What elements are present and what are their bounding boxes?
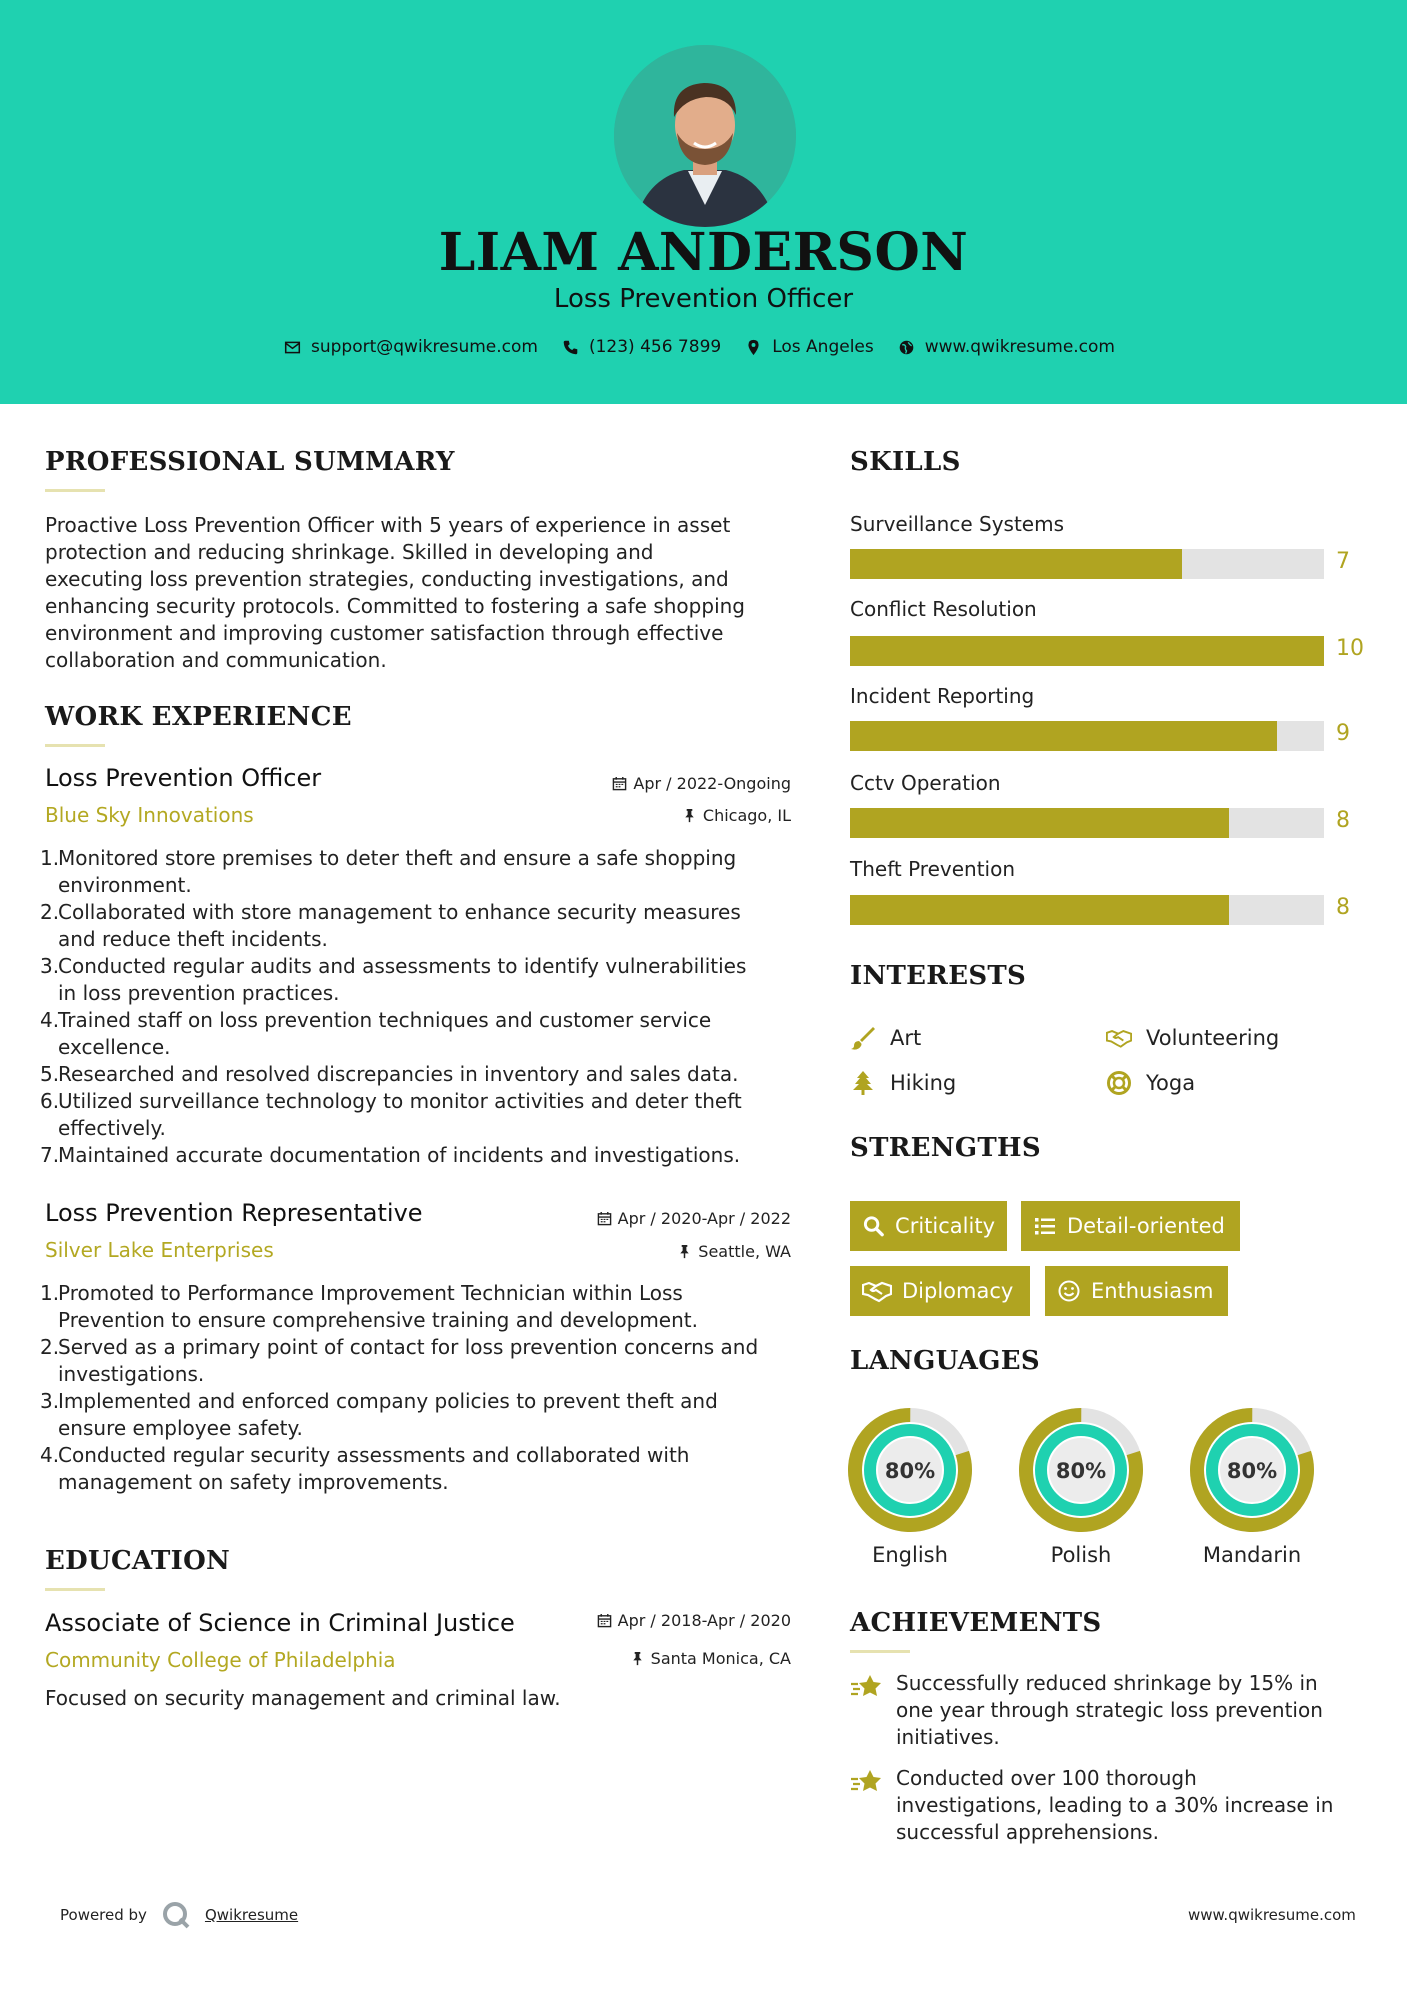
qwikresume-logo-icon [161, 1900, 191, 1930]
work-underline [45, 744, 105, 747]
education-location [520, 1649, 791, 1668]
candidate-title: Loss Prevention Officer [553, 284, 854, 314]
duty-item: 3. Conducted regular audits and assessments to identify vulnerabilities in loss prevention practices. [40, 954, 747, 1005]
language-name: Mandarin [1202, 1543, 1302, 1567]
work-heading: WORK EXPERIENCE [45, 702, 352, 732]
calendar-icon [597, 1613, 612, 1628]
summary-line: executing loss prevention strategies, conducting investigations, and [45, 567, 729, 591]
duty-item: 6. Utilized surveillance technology to monitor activities and deter theft effectively. [40, 1089, 742, 1140]
job-duties [40, 845, 810, 1169]
summary-underline [45, 489, 105, 492]
summary-line: enhancing security protocols. Committed to fostering a safe shopping [45, 594, 745, 618]
strength-label: Detail-oriented [1067, 1214, 1225, 1238]
duty-item: 1. Promoted to Performance Improvement Technician within Loss Prevention to ensure comprehensive training and development. [40, 1281, 698, 1332]
strengths-heading: STRENGTHS [850, 1133, 1041, 1163]
achievements-underline [850, 1650, 910, 1653]
skill-value: 8 [1336, 808, 1350, 833]
education-dates [520, 1611, 791, 1630]
strength-label: Diplomacy [902, 1279, 1014, 1303]
paintbrush-icon [850, 1025, 876, 1051]
duty-item: 2. Collaborated with store management to enhance security measures and reduce theft incidents. [40, 900, 741, 951]
skill-value: 8 [1336, 895, 1350, 920]
strength-chip [1021, 1201, 1240, 1251]
interest-item [1106, 1070, 1195, 1096]
job-location-text: Seattle, WA [698, 1242, 791, 1261]
achievement-text: Successfully reduced shrinkage by 15% in one year through strategic loss prevention initiatives. [896, 1671, 1323, 1749]
education-underline [45, 1588, 105, 1591]
star-award-icon [850, 1672, 884, 1702]
contact-location [745, 337, 874, 357]
skill-bar [850, 549, 1324, 579]
list-icon [1033, 1214, 1057, 1238]
languages-heading: LANGUAGES [850, 1346, 1040, 1376]
skill-bar [850, 636, 1324, 666]
strength-chip [850, 1201, 1007, 1251]
summary-line: protection and reducing shrinkage. Skilled in developing and [45, 540, 654, 564]
job-dates [520, 1209, 791, 1228]
education-heading: EDUCATION [45, 1546, 231, 1576]
job-company: Silver Lake Enterprises [45, 1238, 274, 1262]
language-gauge [1190, 1408, 1314, 1532]
duty-item: 2. Served as a primary point of contact for loss prevention concerns and investigations. [40, 1335, 759, 1386]
duty-item: 5. Researched and resolved discrepancies in inventory and sales data. [40, 1062, 739, 1086]
skill-label: Cctv Operation [850, 771, 1001, 795]
pushpin-icon [682, 808, 697, 823]
tree-icon [850, 1070, 876, 1096]
job-company: Blue Sky Innovations [45, 803, 254, 827]
pushpin-icon [630, 1651, 645, 1666]
skills-heading: SKILLS [850, 447, 961, 477]
job-dates-text: Apr / 2020-Apr / 2022 [617, 1209, 791, 1228]
summary-line: collaboration and communication. [45, 648, 387, 672]
duty-item: 4. Trained staff on loss prevention techniques and customer service excellence. [40, 1008, 712, 1059]
summary-line: environment and improving customer satisfaction through effective [45, 621, 724, 645]
skill-label: Conflict Resolution [850, 597, 1037, 621]
lifebuoy-icon [1106, 1070, 1132, 1096]
skill-value: 9 [1336, 721, 1350, 746]
website-text: www.qwikresume.com [924, 337, 1115, 357]
handshake-icon [1106, 1025, 1132, 1051]
gauge-label: 80% [884, 1459, 936, 1483]
brand-link[interactable]: Qwikresume [204, 1906, 299, 1924]
search-icon [862, 1214, 885, 1238]
job-title: Loss Prevention Representative [45, 1199, 423, 1227]
skill-bar-fill [850, 808, 1229, 838]
language-gauge [1019, 1408, 1143, 1532]
resume-header [0, 0, 1407, 404]
skill-bar-fill [850, 636, 1324, 666]
interest-label: Art [890, 1026, 922, 1050]
location-text: Los Angeles [772, 337, 874, 357]
skill-bar-fill [850, 895, 1229, 925]
skill-label: Theft Prevention [850, 857, 1016, 881]
job-title: Loss Prevention Officer [45, 764, 322, 792]
education-dates-text: Apr / 2018-Apr / 2020 [617, 1611, 791, 1630]
strength-label: Criticality [895, 1214, 995, 1238]
achievements-heading: ACHIEVEMENTS [850, 1608, 1102, 1638]
email-text: support@qwikresume.com [311, 337, 538, 357]
school-name: Community College of Philadelphia [45, 1648, 396, 1672]
calendar-icon [612, 776, 627, 791]
candidate-name: LIAM ANDERSON [438, 222, 969, 283]
globe-icon [898, 339, 915, 356]
achievement-item [850, 1670, 1370, 1751]
skill-bar [850, 895, 1324, 925]
smile-icon [1057, 1279, 1081, 1303]
language-name: Polish [1050, 1543, 1112, 1567]
education-note: Focused on security management and criminal law. [45, 1686, 561, 1710]
summary-line: Proactive Loss Prevention Officer with 5 years of experience in asset [45, 513, 731, 537]
strength-label: Enthusiasm [1091, 1279, 1214, 1303]
strength-chip [850, 1266, 1030, 1316]
job-location [560, 806, 791, 825]
language-gauge [848, 1408, 972, 1532]
skill-value: 7 [1336, 549, 1350, 574]
interest-label: Yoga [1146, 1071, 1196, 1095]
duty-item: 1. Monitored store premises to deter theft and ensure a safe shopping environment. [40, 846, 737, 897]
powered-by-text: Powered by [60, 1906, 147, 1924]
duty-item: 3. Implemented and enforced company policies to prevent theft and ensure employee safety. [40, 1389, 718, 1440]
degree-title: Associate of Science in Criminal Justice [45, 1609, 515, 1637]
phone-icon [562, 339, 579, 356]
handshake-icon [862, 1279, 892, 1303]
contact-email[interactable] [284, 337, 538, 357]
gauge-label: 80% [1055, 1459, 1107, 1483]
achievement-item [850, 1765, 1370, 1846]
summary-text [45, 512, 805, 674]
interest-item [850, 1070, 956, 1096]
interest-item [850, 1025, 921, 1051]
skill-bar-fill [850, 549, 1182, 579]
summary-heading: PROFESSIONAL SUMMARY [45, 447, 455, 477]
interest-item [1106, 1025, 1279, 1051]
skill-label: Incident Reporting [850, 684, 1035, 708]
gauge-label: 80% [1226, 1459, 1278, 1483]
job-location [520, 1242, 791, 1261]
job-duties [40, 1280, 810, 1496]
profile-photo [614, 45, 796, 227]
envelope-icon [284, 339, 301, 356]
achievement-text: Conducted over 100 thorough investigations, leading to a 30% increase in successful apprehensions. [896, 1766, 1334, 1844]
phone-text: (123) 456 7899 [588, 337, 722, 357]
skill-bar-fill [850, 721, 1277, 751]
calendar-icon [597, 1211, 612, 1226]
skill-bar [850, 808, 1324, 838]
strength-chip [1045, 1266, 1228, 1316]
contact-website[interactable] [898, 337, 1115, 357]
star-award-icon [850, 1767, 884, 1797]
duty-item: 7. Maintained accurate documentation of incidents and investigations. [40, 1143, 741, 1167]
footer-powered-by [60, 1900, 298, 1930]
map-pin-icon [745, 339, 762, 356]
language-name: English [872, 1543, 948, 1567]
education-location-text: Santa Monica, CA [650, 1649, 791, 1668]
duty-item: 4. Conducted regular security assessments and collaborated with management on safety improvements. [40, 1443, 690, 1494]
job-dates [560, 774, 791, 793]
contact-bar [0, 337, 1407, 357]
interests-heading: INTERESTS [850, 961, 1027, 991]
interest-label: Volunteering [1146, 1026, 1280, 1050]
pushpin-icon [677, 1244, 692, 1259]
interest-label: Hiking [890, 1071, 957, 1095]
skill-label: Surveillance Systems [850, 512, 1064, 536]
footer-website[interactable]: www.qwikresume.com [1188, 1906, 1356, 1924]
contact-phone[interactable] [562, 337, 721, 357]
skill-bar [850, 721, 1324, 751]
job-dates-text: Apr / 2022-Ongoing [633, 774, 791, 793]
skill-value: 10 [1336, 636, 1364, 661]
job-location-text: Chicago, IL [702, 806, 791, 825]
